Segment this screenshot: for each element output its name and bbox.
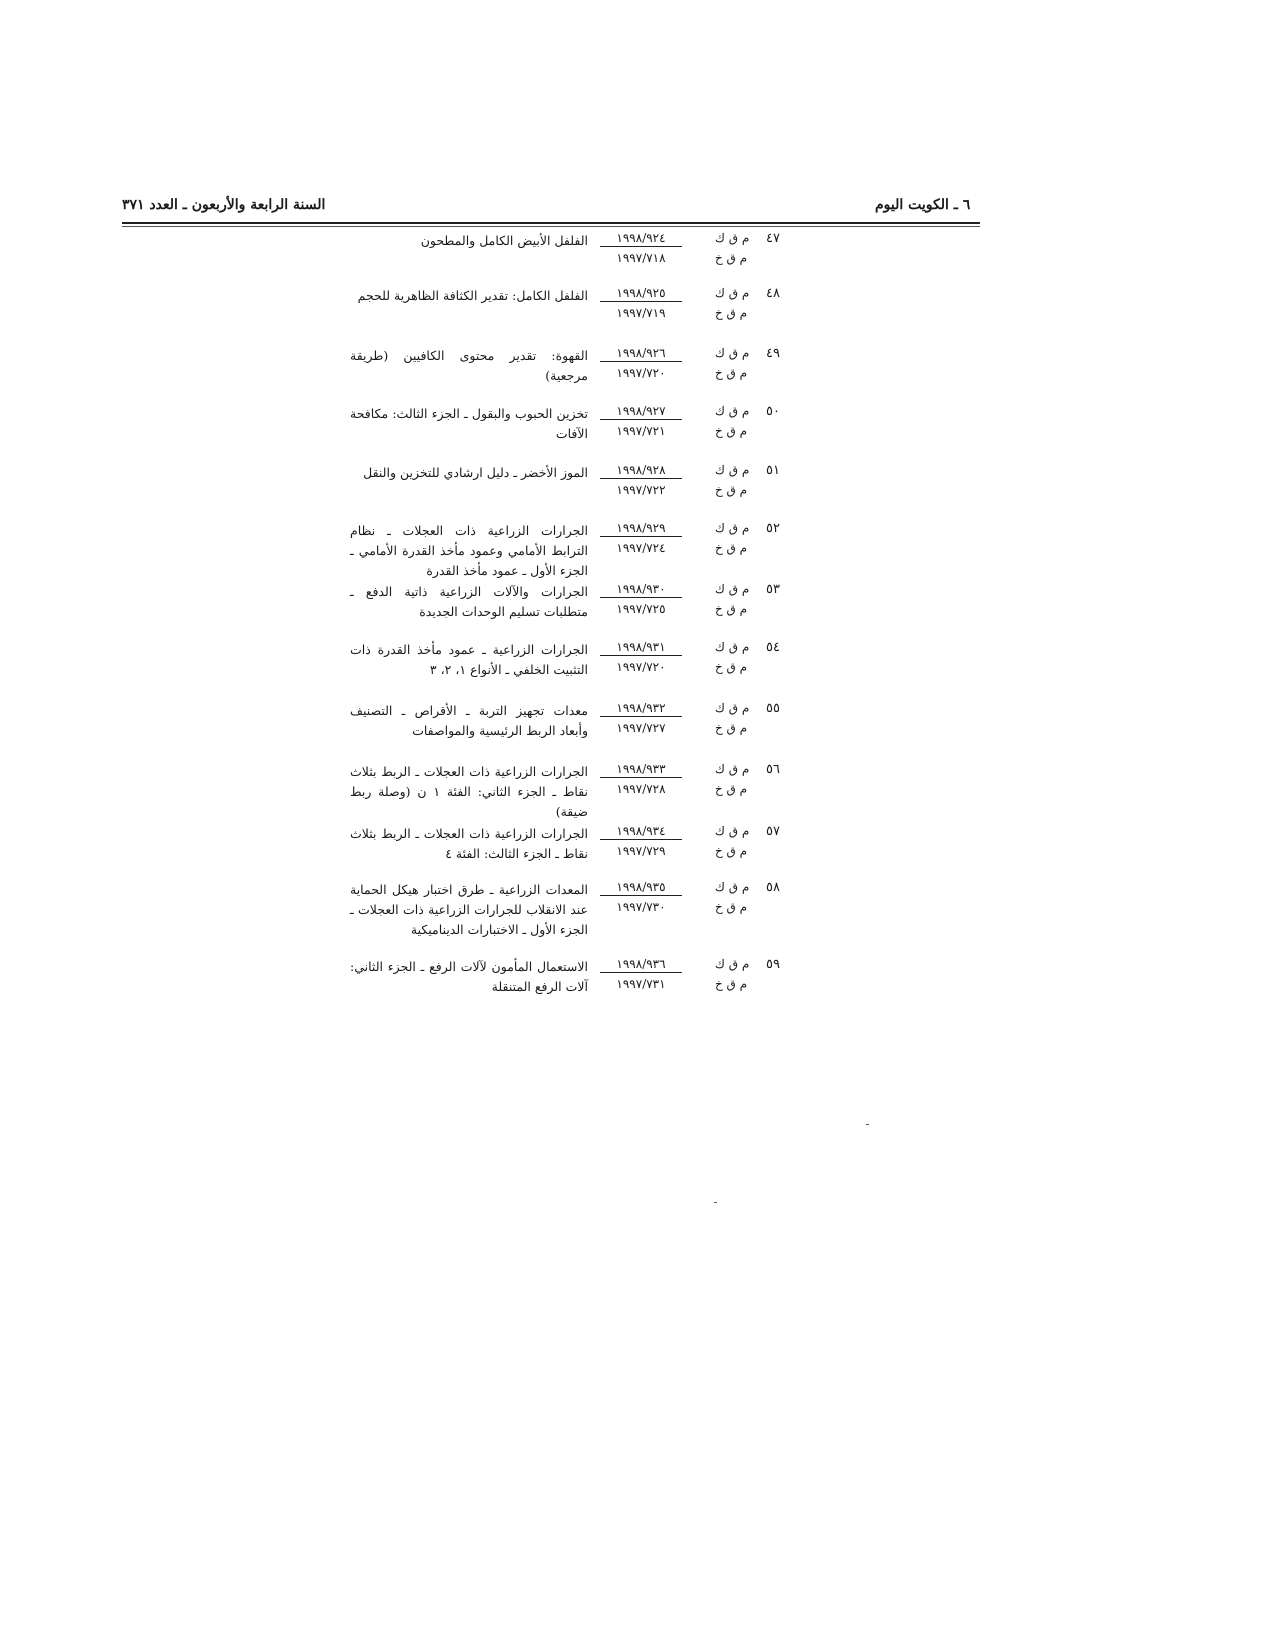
entry-ref-code: م ق ك (715, 824, 750, 838)
entry-ref-code-old: م ق خ (715, 900, 748, 914)
entry-number: ٥٠ (766, 404, 780, 419)
entry-ref-code-old: م ق خ (715, 721, 748, 735)
entry-ref-number-old: ١٩٩٧/٧٢١ (616, 424, 666, 438)
entry-title: المعدات الزراعية ـ طرق اختبار هيكل الحماية عند الانقلاب للجرارات الزراعية ذات العجلات ـ الجزء الأول ـ الاختبارات الديناميكية (350, 882, 588, 937)
entry-ref-code: م ق ك (715, 957, 750, 971)
entry-ref-code-old: م ق خ (715, 782, 748, 796)
entry-ref-number: ١٩٩٨/٩٣٦ (600, 957, 682, 973)
entry-ref-number: ١٩٩٨/٩٢٧ (600, 404, 682, 420)
entry-ref-code: م ق ك (715, 346, 750, 360)
entry-ref-number: ١٩٩٨/٩٣١ (600, 640, 682, 656)
entry-number: ٥٩ (766, 957, 780, 972)
entry-ref-code: م ق ك (715, 640, 750, 654)
entry-number: ٤٧ (766, 231, 780, 246)
list-item (350, 957, 780, 1027)
entry-ref-number-old: ١٩٩٧/٧٢٤ (616, 541, 666, 555)
entry-ref-number-old: ١٩٩٧/٧٢٢ (616, 483, 666, 497)
entry-number: ٥٦ (766, 762, 780, 777)
list-item (350, 521, 780, 591)
entry-ref-code: م ق ك (715, 880, 750, 894)
entry-title: تخزين الحبوب والبقول ـ الجزء الثالث: مكافحة الآفات (350, 406, 588, 441)
entry-ref-code: م ق ك (715, 762, 750, 776)
entry-ref-number: ١٩٩٨/٩٣٤ (600, 824, 682, 840)
entry-number: ٥١ (766, 463, 780, 478)
entry-ref-code: م ق ك (715, 582, 750, 596)
header-rule-thin (122, 226, 980, 227)
entry-title: الجرارات والآلات الزراعية ذاتية الدفع ـ متطلبات تسليم الوحدات الجديدة (350, 584, 588, 619)
entry-ref-number: ١٩٩٨/٩٢٦ (600, 346, 682, 362)
entry-title: القهوة: تقدير محتوى الكافيين (طريقة مرجعية) (350, 348, 588, 383)
entry-ref-code-old: م ق خ (715, 602, 748, 616)
entry-number: ٥٤ (766, 640, 780, 655)
entry-title: الجرارات الزراعية ـ عمود مأخذ القدرة ذات التثبيت الخلفي ـ الأنواع ١، ٢، ٣ (350, 642, 588, 677)
entry-ref-code-old: م ق خ (715, 541, 748, 555)
entry-ref-code-old: م ق خ (715, 424, 748, 438)
list-item (350, 701, 780, 771)
entry-ref-code: م ق ك (715, 231, 750, 245)
entry-ref-code: م ق ك (715, 286, 750, 300)
entry-title: معدات تجهيز التربة ـ الأقراص ـ التصنيف وأبعاد الربط الرئيسية والمواصفات (350, 703, 588, 738)
entry-ref-number-old: ١٩٩٧/٧٢٧ (616, 721, 666, 735)
entry-title: الفلفل الكامل: تقدير الكثافة الظاهرية للحجم (357, 288, 588, 303)
entry-number: ٥٥ (766, 701, 780, 716)
entry-ref-code: م ق ك (715, 404, 750, 418)
entry-number: ٥٢ (766, 521, 780, 536)
entry-ref-number: ١٩٩٨/٩٣٠ (600, 582, 682, 598)
entry-number: ٤٨ (766, 286, 780, 301)
entry-title: الجرارات الزراعية ذات العجلات ـ نظام الترابط الأمامي وعمود مأخذ القدرة الأمامي ـ الجزء الأول ـ عمود مأخذ القدرة (350, 523, 588, 578)
entry-ref-code-old: م ق خ (715, 977, 748, 991)
entry-ref-code: م ق ك (715, 463, 750, 477)
list-item (350, 640, 780, 710)
entry-ref-number-old: ١٩٩٧/٧١٩ (616, 306, 666, 320)
entry-title: الجرارات الزراعية ذات العجلات ـ الربط بثلاث نقاط ـ الجزء الثالث: الفئة ٤ (350, 826, 588, 861)
entry-title: الفلفل الأبيض الكامل والمطحون (420, 233, 588, 248)
entry-number: ٥٨ (766, 880, 780, 895)
entry-ref-number: ١٩٩٨/٩٣٥ (600, 880, 682, 896)
entry-ref-number-old: ١٩٩٧/٧٢٩ (616, 844, 666, 858)
entry-ref-number: ١٩٩٨/٩٢٤ (600, 231, 682, 247)
list-item (350, 880, 780, 950)
entry-ref-code-old: م ق خ (715, 306, 748, 320)
entry-title: الموز الأخضر ـ دليل ارشادي للتخزين والنقل (363, 465, 588, 480)
entry-ref-code: م ق ك (715, 521, 750, 535)
entry-ref-number-old: ١٩٩٧/٧٣٠ (616, 900, 666, 914)
entry-ref-code-old: م ق خ (715, 660, 748, 674)
entry-ref-number-old: ١٩٩٧/٧٢٥ (616, 602, 666, 616)
entry-ref-number: ١٩٩٨/٩٢٩ (600, 521, 682, 537)
entry-ref-number-old: ١٩٩٧/٧٢٠ (616, 660, 666, 674)
entry-ref-number-old: ١٩٩٧/٧٣١ (616, 977, 666, 991)
entry-number: ٥٧ (766, 824, 780, 839)
entry-ref-number: ١٩٩٨/٩٢٥ (600, 286, 682, 302)
header-rule (122, 222, 980, 224)
entry-number: ٥٣ (766, 582, 780, 597)
header-issue-info: السنة الرابعة والأربعون ـ العدد ٣٧١ (122, 197, 326, 213)
header-journal-title: ٦ ـ الكويت اليوم (875, 197, 971, 213)
entry-number: ٤٩ (766, 346, 780, 361)
entry-ref-number: ١٩٩٨/٩٣٢ (600, 701, 682, 717)
entry-ref-number-old: ١٩٩٧/٧٢٠ (616, 366, 666, 380)
list-item (350, 762, 780, 832)
scan-speck (714, 1202, 717, 1203)
entry-ref-code-old: م ق خ (715, 844, 748, 858)
entry-title: الجرارات الزراعية ذات العجلات ـ الربط بثلاث نقاط ـ الجزء الثاني: الفئة ١ ن (وصلة ربط ضيقة) (350, 764, 588, 819)
entry-ref-code-old: م ق خ (715, 251, 748, 265)
entry-ref-number: ١٩٩٨/٩٣٣ (600, 762, 682, 778)
entry-ref-code-old: م ق خ (715, 483, 748, 497)
entry-ref-number-old: ١٩٩٧/٧٢٨ (616, 782, 666, 796)
entry-ref-code: م ق ك (715, 701, 750, 715)
entry-ref-code-old: م ق خ (715, 366, 748, 380)
entry-title: الاستعمال المأمون لآلات الرفع ـ الجزء الثاني: آلات الرفع المتنقلة (350, 959, 588, 994)
scan-speck (866, 1124, 869, 1125)
entry-ref-number: ١٩٩٨/٩٢٨ (600, 463, 682, 479)
entry-ref-number-old: ١٩٩٧/٧١٨ (616, 251, 666, 265)
